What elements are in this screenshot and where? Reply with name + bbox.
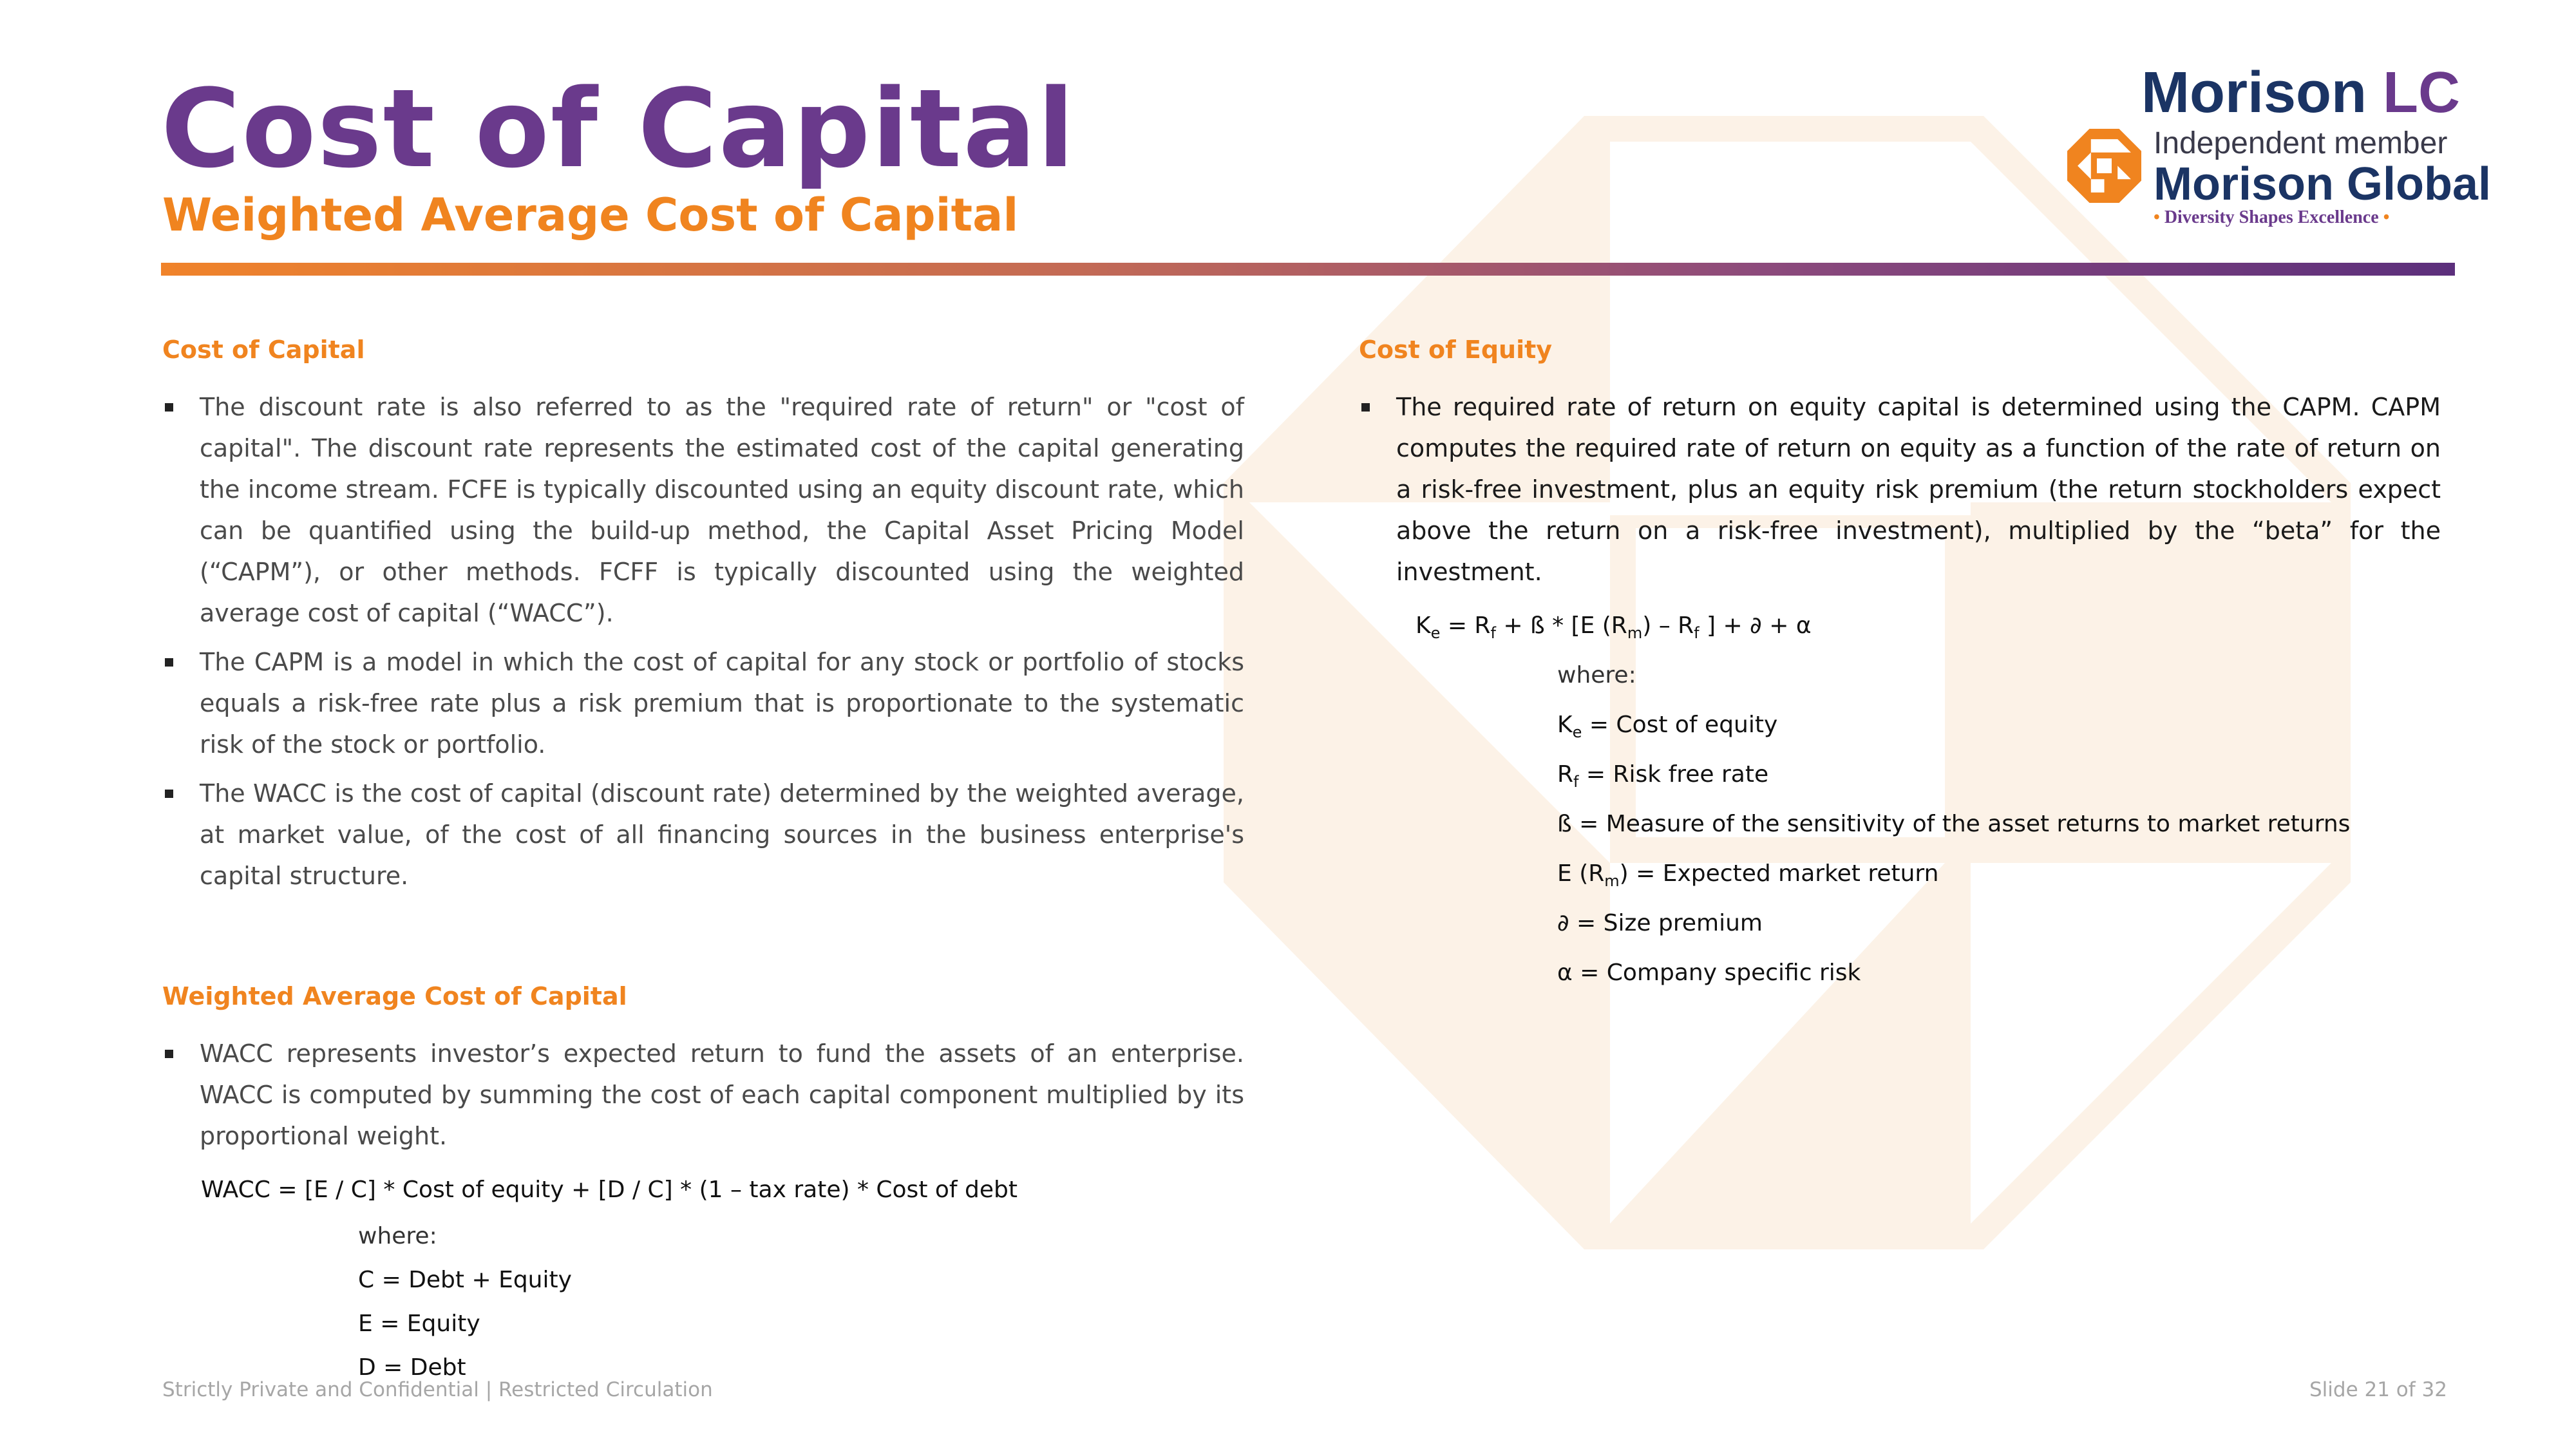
capm-definitions (1557, 650, 2441, 998)
formula-subscript: e (1430, 624, 1441, 642)
formula-part: = R (1440, 612, 1491, 639)
definition-item (1557, 700, 2441, 750)
where-label: where: (1557, 662, 1636, 688)
section-spacer (162, 904, 1244, 975)
wacc-bullets (162, 1033, 1244, 1157)
definition-item (1557, 849, 2441, 898)
bullet-item: WACC represents investor’s expected return to fund the assets of an enterprise. WACC is computed by summing the cost of each capital component multiplied by its proportional weight. (162, 1033, 1244, 1157)
bullet-item: The required rate of return on equity capital is determined using the CAPM. CAPM computes the required rate of return on equity as a function of the rate of return on a risk-free investment, plus an equity risk premium (the return stockholders expect above the return on a risk-free investment), multiplied by the “beta” for the investment. (1359, 386, 2441, 592)
definition-text: ) = Expected market return (1619, 860, 1939, 887)
definition-text: = Risk free rate (1578, 761, 1769, 788)
bullet-item: The WACC is the cost of capital (discount rate) determined by the weighted average, at market value, of the cost of all financing sources in the business enterprise's capital structure. (162, 773, 1244, 896)
page-title: Cost of Capital (161, 66, 1076, 192)
right-column (1359, 328, 2441, 998)
definition-symbol: K (1557, 712, 1573, 738)
formula-part: ] + ∂ + α (1699, 612, 1812, 639)
definition-subscript: e (1572, 723, 1582, 741)
company-logo (2061, 61, 2492, 229)
definition-item (1557, 750, 2441, 799)
section-heading-wacc: Weighted Average Cost of Capital (162, 982, 627, 1010)
definition-item: C = Debt + Equity (358, 1267, 572, 1293)
bullet-item: The CAPM is a model in which the cost of capital for any stock or portfolio of stocks equals a risk-free rate plus a risk premium that is proportionate to the systematic risk of the stock or portfolio. (162, 641, 1244, 765)
logo-brand (2141, 61, 2460, 125)
wacc-formula: WACC = [E / C] * Cost of equity + [D / C] * (1 – tax rate) * Cost of debt (201, 1177, 1018, 1203)
formula-subscript: m (1627, 624, 1643, 642)
cost-of-equity-bullets (1359, 386, 2441, 592)
logo-brand-name: Morison (2141, 61, 2367, 125)
definition-item: ß = Measure of the sensitivity of the asset returns to market returns (1557, 811, 2351, 837)
formula-subscript: f (1490, 624, 1496, 642)
logo-brand-suffix: LC (2383, 61, 2460, 125)
formula-subscript: f (1694, 624, 1700, 642)
formula-part: ) – R (1642, 612, 1694, 639)
header-divider (161, 263, 2455, 276)
formula-part: K (1416, 612, 1431, 639)
logo-network: Morison Global (2154, 158, 2492, 210)
wacc-definitions (358, 1215, 1244, 1390)
capm-formula (1416, 605, 2441, 647)
logo-member-text: Independent member (2154, 126, 2448, 160)
definition-item: ∂ = Size premium (1557, 910, 1763, 936)
bullet-item: The discount rate is also referred to as the "required rate of return" or "cost of capital". The discount rate represents the estimated cost of the capital generating the income stream. FCFE is typically discounted using an equity discount rate, which can be quantified using the build-up method, the Capital Asset Pricing Model (“CAPM”), or other methods. FCFF is typically discounted using the weighted average cost of capital (“WACC”). (162, 386, 1244, 634)
definition-subscript: f (1573, 773, 1579, 791)
definition-subscript: m (1604, 872, 1620, 890)
definition-item: D = Debt (358, 1354, 466, 1381)
page-subtitle: Weighted Average Cost of Capital (162, 189, 1019, 242)
slide-number: Slide 21 of 32 (2309, 1378, 2447, 1401)
definition-item: α = Company specific risk (1557, 960, 1861, 986)
definition-text: = Cost of equity (1582, 712, 1778, 738)
section-heading-cost-of-capital: Cost of Capital (162, 336, 365, 364)
definition-item: E = Equity (358, 1311, 480, 1337)
cost-of-capital-bullets (162, 386, 1244, 896)
where-label: where: (358, 1223, 437, 1249)
footer-confidential: Strictly Private and Confidential | Restricted Circulation (162, 1378, 713, 1401)
definition-symbol: R (1557, 761, 1574, 788)
logo-tagline: • Diversity Shapes Excellence • (2154, 207, 2390, 227)
section-heading-cost-of-equity: Cost of Equity (1359, 336, 1553, 364)
definition-symbol: E (R (1557, 860, 1605, 887)
formula-part: + ß * [E (R (1495, 612, 1627, 639)
left-column (162, 328, 1244, 1390)
logo-tagline-text: Diversity Shapes Excellence (2164, 207, 2379, 227)
logo-mark-icon (2067, 129, 2141, 203)
